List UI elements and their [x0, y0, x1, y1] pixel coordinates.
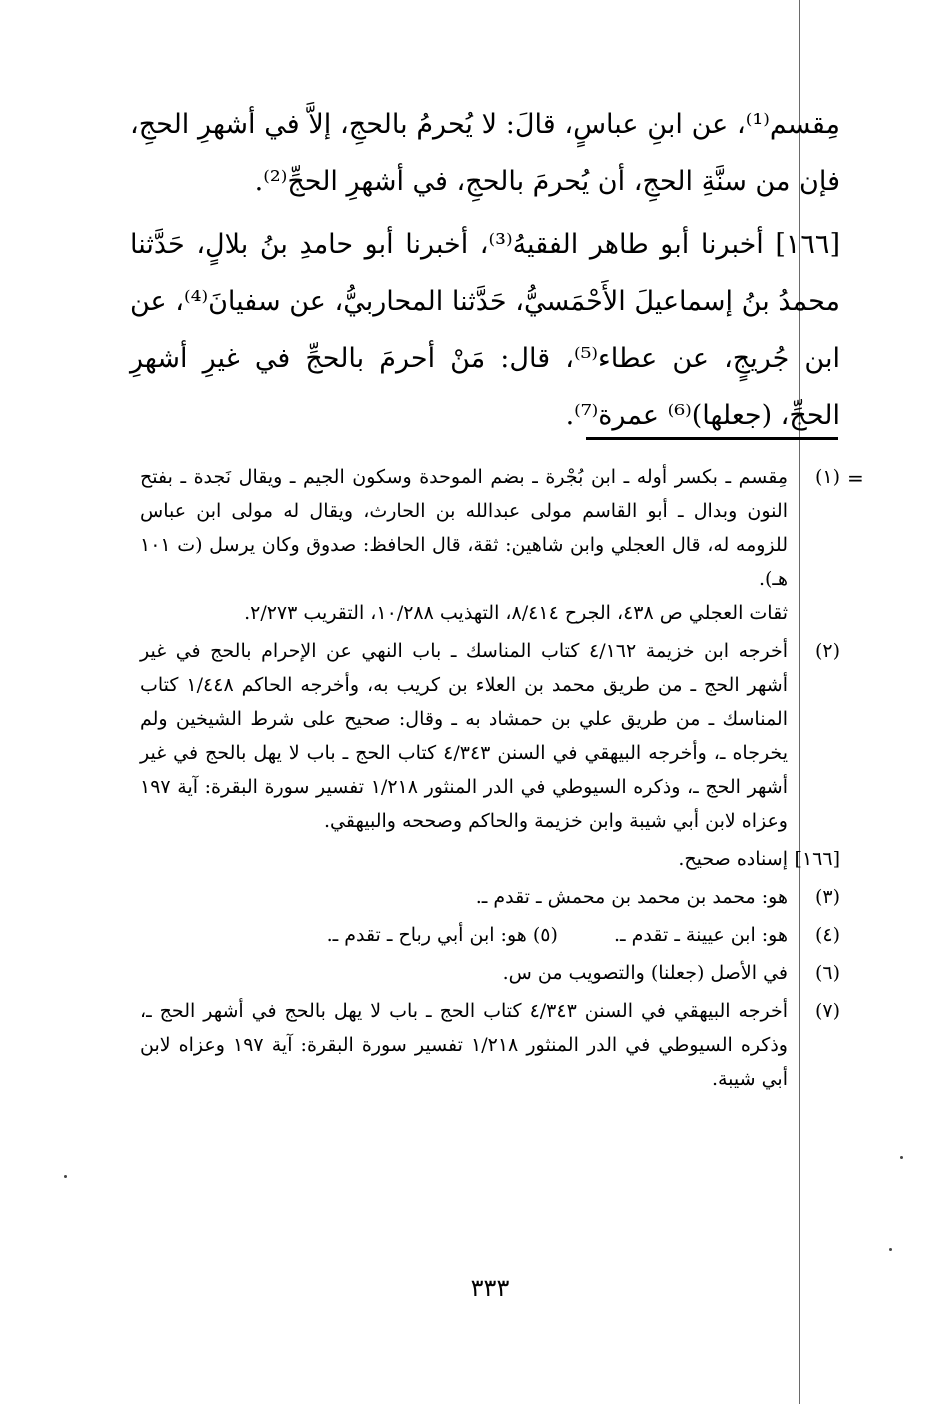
page-number: ٣٣٣: [470, 1274, 510, 1302]
footnote-separator: [586, 437, 838, 440]
scan-speck: [889, 1248, 892, 1251]
scan-speck: [64, 1175, 67, 1178]
footnote-number: (٣): [814, 886, 840, 908]
footnote-4-5: [140, 918, 840, 952]
continuation-mark: =: [847, 466, 864, 490]
footnote-text: مِقسم ـ بكسر أوله ـ ابن بُجْرة ـ بضم الموحدة وسكون الجيم ـ ويقال نَجدة ـ بفتح النون وبدال ـ أبو القاسم مولى عبدالله بن الحارث، ويقال له مولى ابن عباس للزومه له، قال العجلي وابن شاهين: ثقة، قال الحافظ: صدوق وكان يرسل (ت ١٠١ هـ).: [140, 466, 788, 590]
footnotes: [140, 460, 840, 1096]
footnote-text: هو: ابن عيينة ـ تقدم ـ.: [614, 924, 788, 946]
footnote-166: [140, 842, 840, 876]
footnote-number: (٦): [814, 962, 840, 984]
footnote-number: (٤): [814, 924, 840, 946]
footnote-1: [140, 460, 840, 630]
footnote-number: (٥): [532, 924, 558, 946]
footnote-7: [140, 994, 840, 1096]
main-paragraph-1: مِقسم⁽¹⁾، عن ابنِ عباسٍ، قالَ: لا يُحرمُ بالحجِ، إلاَّ في أشهرِ الحجِ، فإن من سنَّةِ الحجِ، أن يُحرمَ بالحجِ، في أشهرِ الحجِّ⁽²⁾.: [130, 109, 840, 197]
footnote-text: هو: ابن أبي رباح ـ تقدم ـ.: [326, 924, 527, 946]
footnote-text: أخرجه ابن خزيمة ٤/١٦٢ كتاب المناسك ـ باب النهي عن الإحرام بالحج في غير أشهر الحج ـ من طريق محمد بن العلاء بن كريب به، وأخرجه الحاكم ١/٤٤٨ كتاب المناسك ـ من طريق علي بن حمشاد به ـ وقال: صحيح على شرط الشيخين ولم يخرجاه ـ، وأخرجه البيهقي في السنن ٤/٣٤٣ كتاب الحج ـ باب لا يهل بالحج في غير أشهر الحج ـ، وذكره السيوطي في الدر المنثور ١/٢١٨ تفسير سورة البقرة: آية ١٩٧ وعزاه لابن أبي شيبة وابن خزيمة والحاكم وصححه والبيهقي.: [140, 640, 789, 832]
footnote-number: (١): [814, 466, 840, 488]
footnote-3: [140, 880, 840, 914]
scan-speck: [900, 1156, 903, 1159]
footnote-text: ثقات العجلي ص ٤٣٨، الجرح ٨/٤١٤، التهذيب ١٠/٢٨٨، التقريب ٢/٢٧٣.: [244, 602, 788, 624]
footnote-number: (٢): [814, 640, 840, 662]
footnote-text: هو: محمد بن محمد بن محمش ـ تقدم ـ.: [475, 886, 788, 908]
main-text: [130, 96, 840, 444]
footnote-6: [140, 956, 840, 990]
footnote-text: إسناده صحيح.: [678, 848, 788, 870]
main-paragraph-166: [١٦٦] أخبرنا أبو طاهر الفقيهُ⁽³⁾، أخبرنا أبو حامدِ بنُ بلالٍ، حَدَّثنا محمدُ بنُ إسماعيلَ الأَحْمَسيُّ، حَدَّثنا المحاربيُّ، عن سفيانَ⁽⁴⁾، عن ابن جُريجٍ، عن عطاء⁽⁵⁾، قال: مَنْ أحرمَ بالحجِّ في غيرِ أشهرِ الحجِّ، (جعلها)⁽⁶⁾ عمرة⁽⁷⁾.: [130, 229, 840, 431]
footnote-text: أخرجه البيهقي في السنن ٤/٣٤٣ كتاب الحج ـ باب لا يهل بالحج في أشهر الحج ـ، وذكره السيوطي في الدر المنثور ١/٢١٨ تفسير سورة البقرة: آية ١٩٧ وعزاه لابن أبي شيبة.: [140, 1000, 788, 1090]
footnote-number: [١٦٦]: [794, 848, 840, 870]
footnote-number: (٧): [814, 1000, 840, 1022]
footnote-text: في الأصل (جعلنا) والتصويب من س.: [502, 962, 788, 984]
footnote-2: [140, 634, 840, 838]
